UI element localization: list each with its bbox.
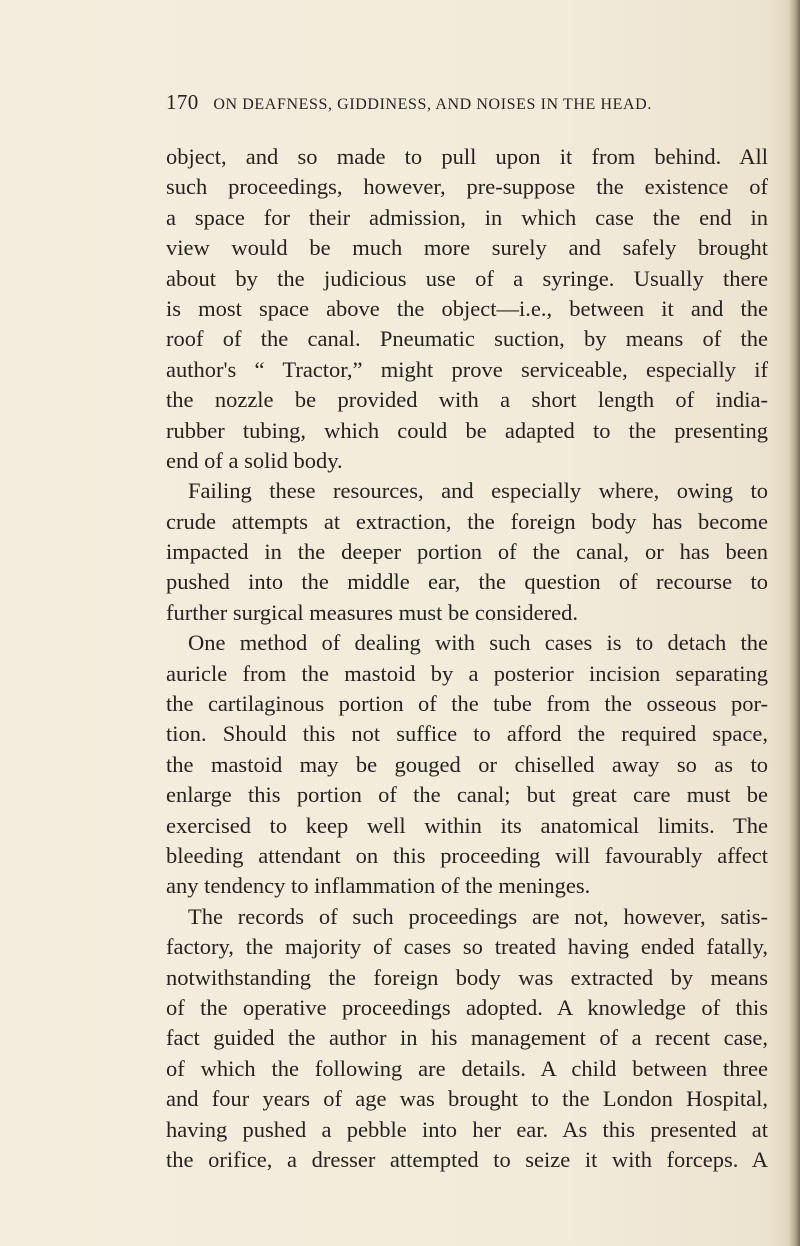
paragraph-end-line: further surgical measures must be considered. — [166, 599, 578, 625]
text-line: auricle from the mastoid by a posterior incision separating — [166, 660, 768, 686]
text-line: object, and so made to pull upon it from behind. All — [166, 144, 768, 169]
text-line: is most space above the object—i.e., between it and the — [166, 295, 768, 321]
text-line: the orifice, a dresser attempted to seize it with forceps. A — [166, 1146, 768, 1172]
text-line: view would be much more surely and safely brought — [166, 235, 768, 261]
text-line: pushed into the middle ear, the question of recourse to — [166, 569, 768, 595]
text-line: roof of the canal. Pneumatic suction, by means of the — [166, 326, 768, 352]
running-title: ON DEAFNESS, GIDDINESS, AND NOISES IN THE HEAD. — [213, 96, 652, 113]
text-line: tion. Should this not suffice to afford the required space, — [166, 721, 768, 747]
text-line: crude attempts at extraction, the foreign body has become — [166, 508, 768, 534]
text-line: the nozzle be provided with a short length of india- — [166, 387, 768, 413]
text-line: a space for their admission, in which case the end in — [166, 204, 768, 230]
text-line: the cartilaginous portion of the tube from the osseous por- — [166, 691, 768, 717]
text-line: bleeding attendant on this proceeding will favourably affect — [166, 842, 768, 868]
page-number: 170 — [166, 90, 199, 114]
text-line: author's “ Tractor,” might prove serviceable, especially if — [166, 356, 768, 382]
text-line: rubber tubing, which could be adapted to the presenting — [166, 417, 768, 443]
text-line: about by the judicious use of a syringe. Usually there — [166, 265, 768, 291]
running-head — [166, 90, 726, 115]
body-text — [166, 142, 768, 1175]
paragraph-end-line: any tendency to inflammation of the meninges. — [166, 873, 591, 899]
text-line: of which the following are details. A child between three — [166, 1055, 768, 1081]
text-line: notwithstanding the foreign body was extracted by means — [166, 964, 768, 990]
text-line: of the operative proceedings adopted. A knowledge of this — [166, 994, 768, 1020]
text-line: enlarge this portion of the canal; but great care must be — [166, 782, 768, 808]
text-line: exercised to keep well within its anatomical limits. The — [166, 812, 768, 838]
paragraph-start-line: The records of such proceedings are not, however, satis- — [188, 903, 768, 929]
text-line: and four years of age was brought to the London Hospital, — [166, 1086, 768, 1112]
paragraph-end-line: end of a solid body. — [166, 447, 343, 473]
text-line: the mastoid may be gouged or chiselled away so as to — [166, 751, 768, 777]
paragraph-start-line: Failing these resources, and especially where, owing to — [188, 478, 768, 504]
text-line: factory, the majority of cases so treated having ended fatally, — [166, 934, 768, 960]
paragraph-start-line: One method of dealing with such cases is to detach the — [188, 630, 768, 656]
text-line: such proceedings, however, pre-suppose the existence of — [166, 174, 768, 200]
text-line: impacted in the deeper portion of the canal, or has been — [166, 539, 768, 565]
page-edge-shadow — [788, 0, 800, 1246]
text-line: fact guided the author in his management of a recent case, — [166, 1025, 768, 1051]
text-line: having pushed a pebble into her ear. As this presented at — [166, 1116, 768, 1142]
